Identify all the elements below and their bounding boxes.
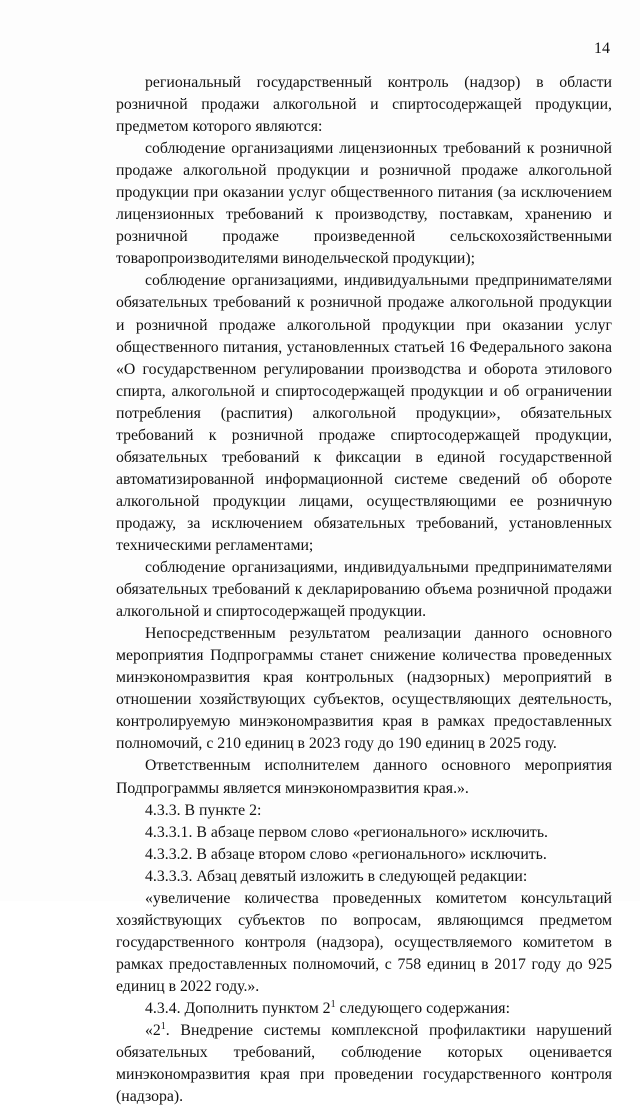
paragraph-item-4-3-3-1: 4.3.3.1. В абзаце первом слово «регионального» исключить. [145, 823, 548, 841]
paragraph-item-4-3-4-after: следующего содержания: [335, 999, 510, 1017]
paragraph-new-wording: «увеличение количества проведенных комитетом консультаций хозяйствующих субъектов по вопросам, являющимся предметом государственного контроля (надзора), осуществляемого комитетом в рамках предоставленных полномочий, с 758 единиц в 2017 году до 925 единиц в 2022 году.». [116, 889, 612, 995]
superscript-one: 1 [160, 1021, 166, 1033]
paragraph-declaration-requirements: соблюдение организациями, индивидуальными предпринимателями обязательных требований к декларированию объема розничной продажи алкогольной и спиртосодержащей продукции. [116, 559, 612, 621]
paragraph-item-4-3-4 [116, 998, 612, 1020]
page-number: 14 [594, 40, 610, 57]
superscript-one: 1 [330, 998, 336, 1010]
paragraph-item-4-3-3: 4.3.3. В пункте 2: [145, 801, 262, 819]
paragraph-item-4-3-4-before: 4.3.4. Дополнить пунктом 2 [145, 999, 331, 1017]
paragraph-point-2-1 [116, 1020, 612, 1108]
paragraph-intro: региональный государственный контроль (надзор) в области розничной продажи алкогольной и спиртосодержащей продукции, предметом которого являются: [116, 74, 612, 136]
paragraph-item-4-3-3-3: 4.3.3.3. Абзац девятый изложить в следующей редакции: [145, 867, 528, 885]
paragraph-item-4-3-3-2: 4.3.3.2. В абзаце втором слово «регионального» исключить. [145, 845, 547, 863]
paragraph-direct-result: Непосредственным результатом реализации данного основного мероприятия Подпрограммы станет снижение количества проведенных минэкономразвития края контрольных (надзорных) мероприятий в отношении хозяйствующих субъектов, осуществляющих деятельность, контролируемую минэкономразвития края в рамках предоставленных полномочий, с 210 единиц в 2023 году до 190 единиц в 2025 году. [116, 625, 612, 753]
document-body [116, 72, 612, 1108]
paragraph-point-2-1-before: «2 [145, 1022, 161, 1040]
paragraph-mandatory-requirements: соблюдение организациями, индивидуальными предпринимателями обязательных требований к розничной продаже алкогольной продукции и розничной продаже алкогольной продукции при оказании услуг общественного питания, установленных статьей 16 Федерального закона «О государственном регулировании производства и оборота этилового спирта, алкогольной и спиртосодержащей продукции и об ограничении потребления (распития) алкогольной продукции», обязательных требований к розничной продаже спиртосодержащей продукции, обязательных требований к фиксации в единой государственной автоматизированной информационной системе сведений об обороте алкогольной продукции лицами, осуществляющими ее розничную продажу, за исключением обязательных требований, установленных техническими регламентами; [116, 272, 612, 554]
paragraph-point-2-1-after: . Внедрение системы комплексной профилактики нарушений обязательных требований, соблюдение которых оценивается минэкономразвития края при проведении государственного контроля (надзора). [116, 1022, 612, 1106]
paragraph-responsible-executor: Ответственным исполнителем данного основного мероприятия Подпрограммы является минэкономразвития края.». [116, 757, 612, 797]
paragraph-license-requirements: соблюдение организациями лицензионных требований к розничной продаже алкогольной продукции и розничной продаже алкогольной продукции при оказании услуг общественного питания (за исключением лицензионных требований к производству, поставкам, хранению и розничной продаже произведенной сельскохозяйственными товаропроизводителями винодельческой продукции); [116, 140, 612, 268]
